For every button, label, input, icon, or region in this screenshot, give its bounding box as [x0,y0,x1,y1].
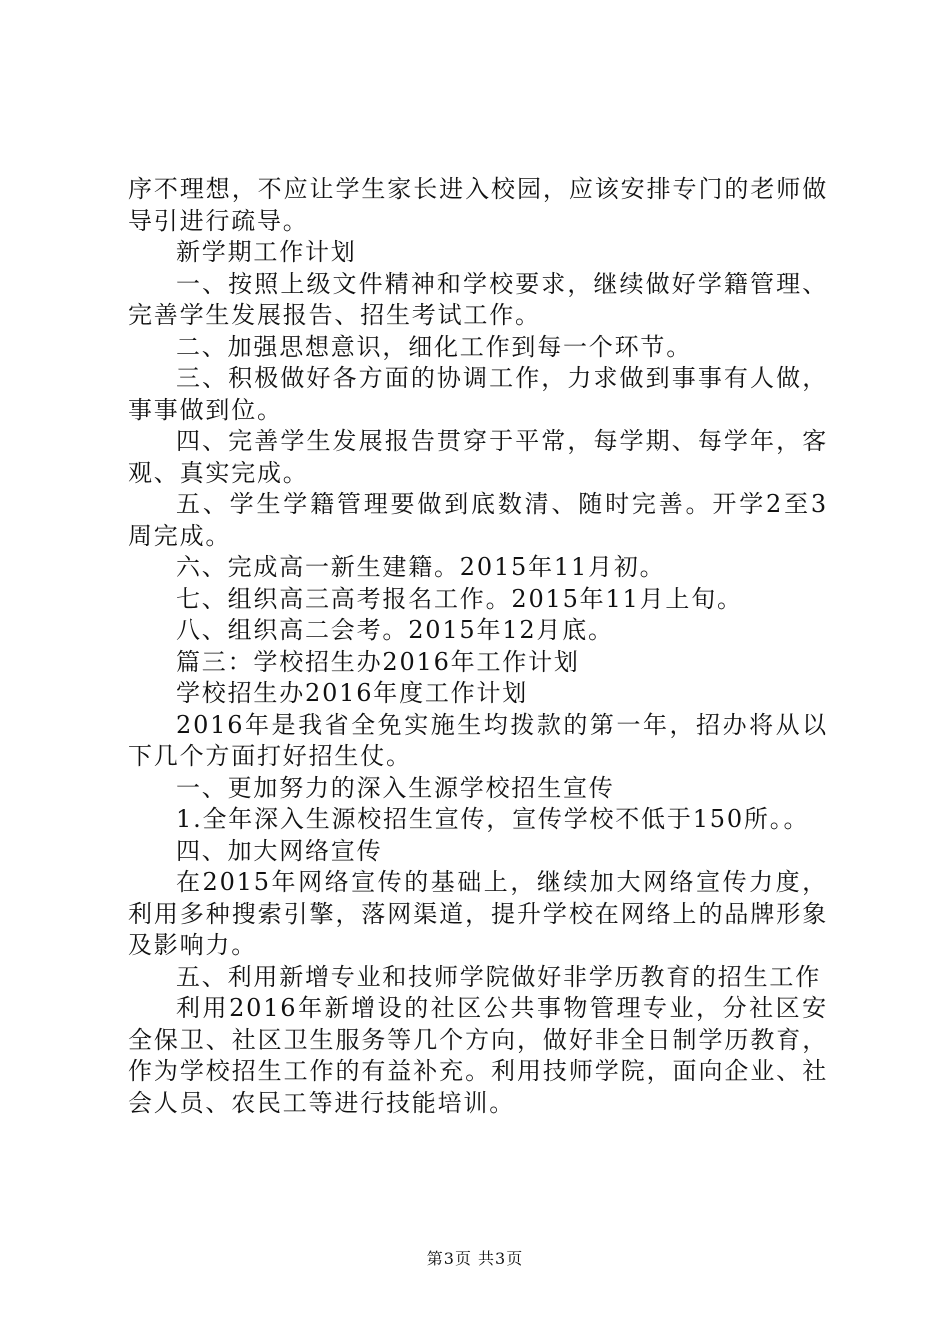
paragraph: 二、加强思想意识，细化工作到每一个环节。 [176,332,692,361]
paragraph: 五、学生学籍管理要做到底数清、随时完善。开学2至3周完成。 [128,490,828,550]
paragraph: 1.全年深入生源校招生宣传，宣传学校不低于150所。。 [176,805,810,833]
paragraph: 四、完善学生发展报告贯穿于平常，每学期、每学年，客观、真实完成。 [128,427,828,487]
section-heading: 新学期工作计划 [176,238,357,266]
paragraph: 四、加大网络宣传 [176,836,383,865]
paragraph: 一、按照上级文件精神和学校要求，继续做好学籍管理、完善学生发展报告、招生考试工作。 [128,269,828,329]
document-body [128,174,828,1119]
section-heading: 学校招生办2016年度工作计划 [176,679,529,707]
paragraph: 五、利用新增专业和技师学院做好非学历教育的招生工作 [176,962,821,991]
paragraph: 在2015年网络宣传的基础上，继续加大网络宣传力度，利用多种搜索引擎，落网渠道，提升学校在网络上的品牌形象及影响力。 [128,868,828,959]
paragraph: 序不理想，不应让学生家长进入校园，应该安排专门的老师做导引进行疏导。 [128,175,828,235]
page-number-footer: 第3页 共3页 [426,1249,524,1268]
paragraph: 2016年是我省全免实施生均拨款的第一年，招办将从以下几个方面打好招生仗。 [128,710,828,770]
paragraph: 三、积极做好各方面的协调工作，力求做到事事有人做，事事做到位。 [128,364,828,424]
paragraph: 一、更加努力的深入生源学校招生宣传 [176,773,615,802]
paragraph: 利用2016年新增设的社区公共事物管理专业，分社区安全保卫、社区卫生服务等几个方向，做好非全日制学历教育，作为学校招生工作的有益补充。利用技师学院，面向企业、社会人员、农民工等进行技能培训。 [128,994,828,1117]
section-heading: 篇三：学校招生办2016年工作计划 [176,647,580,676]
paragraph: 七、组织高三高考报名工作。2015年11月上旬。 [176,584,743,613]
paragraph: 六、完成高一新生建籍。2015年11月初。 [176,553,666,581]
paragraph: 八、组织高二会考。2015年12月底。 [176,616,614,644]
